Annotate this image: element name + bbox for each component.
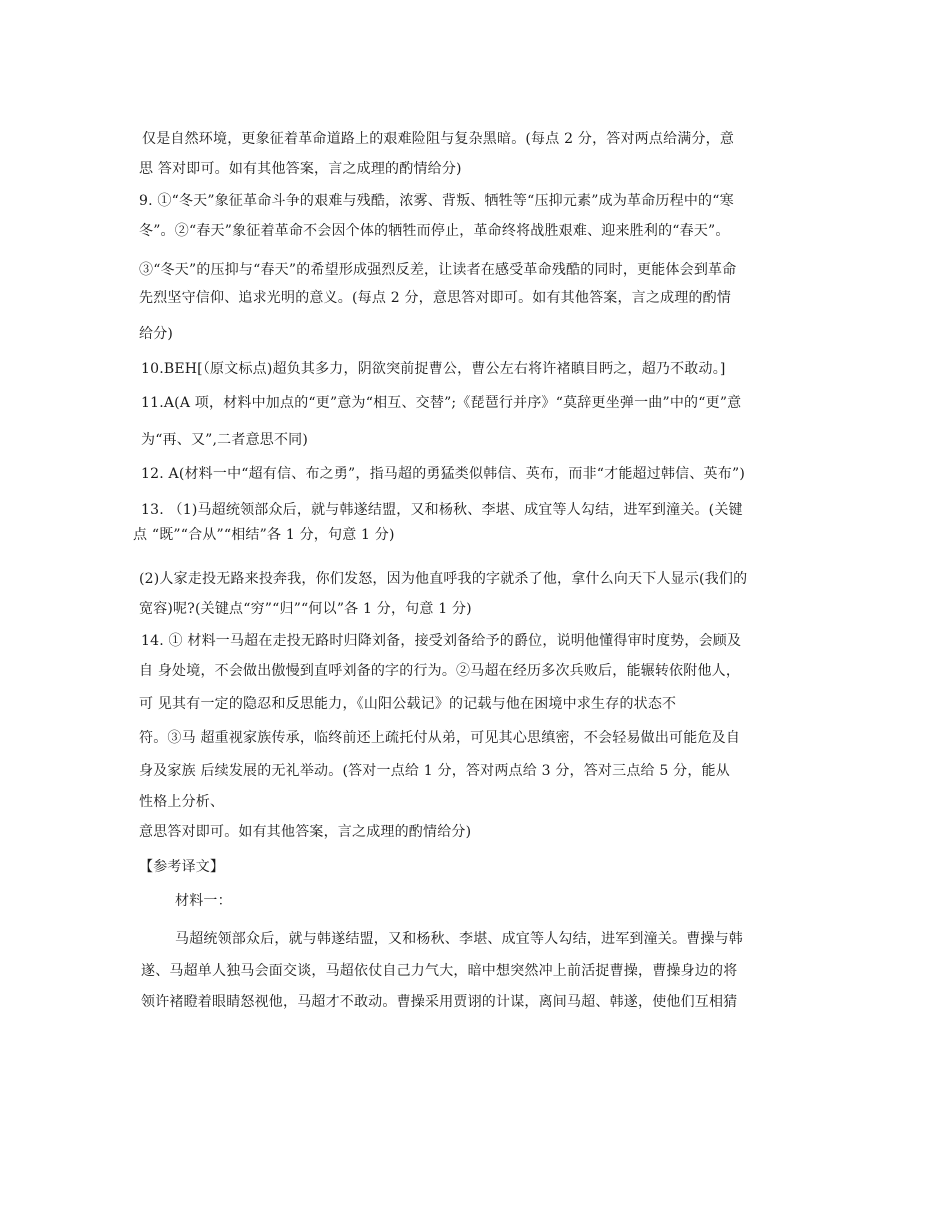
text-line: 9. ①“冬天”象征革命斗争的艰难与残酷，浓雾、背叛、牺牲等“压抑元素”成为革命历程中的“寒 <box>139 193 734 209</box>
text-line: 为“再、又”,二者意思不同) <box>141 432 309 448</box>
text-line: 遂、马超单人独马会面交谈，马超依仗自己力气大，暗中想突然冲上前活捉曹操，曹操身边的将 <box>141 963 738 979</box>
text-line: 性格上分析、 <box>139 794 225 810</box>
text-line: 马超统领部众后，就与韩遂结盟，又和杨秋、李堪、成宜等人勾结，进军到潼关。曹操与韩 <box>175 931 743 947</box>
text-line: ③“冬天”的压抑与“春天”的希望形成强烈反差，让读者在感受革命残酷的同时，更能体会到革命 <box>139 262 737 278</box>
text-line: 10.BEH[（原文标点)超负其多力，阴欲突前捉曹公，曹公左右将许褚瞋目眄之，超乃不敢动。] <box>141 361 726 377</box>
text-line: 11.A(A 项，材料中加点的“更”意为“相互、交替”;《琵琶行并序》“莫辞更坐弹一曲”中的“更”意 <box>141 395 742 411</box>
text-line: 可 见其有一定的隐忍和反思能力，《山阳公载记》的记载与他在困境中求生存的状态不 <box>139 696 677 712</box>
text-line: 身及家族 后续发展的无礼举动。(答对一点给 1 分，答对两点给 3 分，答对三点给 5 分，能从 <box>139 763 730 779</box>
text-line: 符。③马 超重视家族传承，临终前还上疏托付从弟，可见其心思缜密，不会轻易做出可能危及自 <box>139 730 741 746</box>
text-line: 领许褚瞪着眼睛怒视他，马超才不敢动。曹操采用贾诩的计谋，离间马超、韩遂，使他们互相猜 <box>141 994 738 1010</box>
text-line: 给分) <box>139 326 174 342</box>
text-line: 思 答对即可。如有其他答案，言之成理的酌情给分) <box>139 161 462 177</box>
text-line: 13. （1)马超统领部众后，就与韩遂结盟，又和杨秋、李堪、成宜等人勾结，进军到潼关。(关键 <box>141 502 743 518</box>
text-line: 意思答对即可。如有其他答案，言之成理的酌情给分) <box>139 824 472 840</box>
text-line: 材料一： <box>175 893 232 909</box>
text-line: 12. A(材料一中“超有信、布之勇”，指马超的勇猛类似韩信、英布，而非“才能超过韩信、英布”) <box>141 466 745 482</box>
text-line: 点 “既”“合从”“相结”各 1 分，句意 1 分) <box>133 527 395 543</box>
text-line: 先烈坚守信仰、追求光明的意义。(每点 2 分，意思答对即可。如有其他答案，言之成理的酌情 <box>139 290 732 306</box>
text-line: 自 身处境，不会做出傲慢到直呼刘备的字的行为。②马超在经历多次兵败后，能辗转依附他人， <box>139 663 741 679</box>
section-heading: 【参考译文】 <box>139 859 225 875</box>
text-line: 仅是自然环境，更象征着革命道路上的艰难险阻与复杂黑暗。(每点 2 分，答对两点给满分，意 <box>142 131 735 147</box>
text-line: 冬”。②“春天”象征着革命不会因个体的牺牲而停止，革命终将战胜艰难、迎来胜利的“春天”。 <box>139 223 730 239</box>
text-line: 宽容)呢?(关键点“穷”“归”“何以”各 1 分，句意 1 分) <box>139 601 472 617</box>
text-line: (2)人家走投无路来投奔我，你们发怒，因为他直呼我的字就杀了他，拿什么向天下人显示(我们的 <box>139 571 748 587</box>
text-line: 14. ① 材料一马超在走投无路时归降刘备，接受刘备给予的爵位，说明他懂得审时度势，会顾及 <box>141 633 742 649</box>
